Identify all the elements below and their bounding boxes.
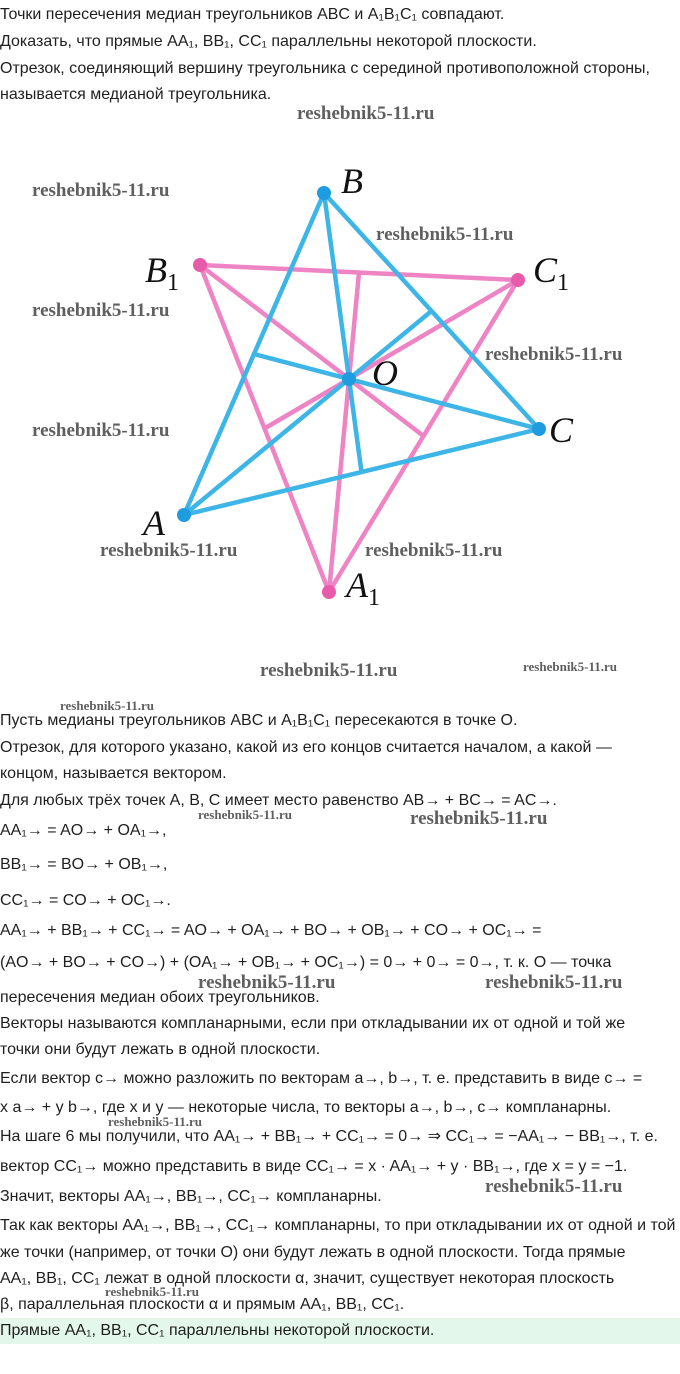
problem-goal: Доказать, что прямые AA₁, BB₁, CC₁ параллельны некоторой плоскости. — [0, 33, 537, 50]
proof-line: вектор CC₁→ можно представить в виде CC₁→ = x · AA₁→ + y · BB₁→, где x = y = −1. — [0, 1158, 628, 1175]
watermark: reshebnik5-11.ru — [523, 659, 618, 674]
label-c1: $C_1$ — [533, 250, 570, 296]
proof-line: Так как векторы AA₁→, BB₁→, CC₁→ компланарны, то при откладывании их от одной и той — [0, 1217, 676, 1234]
label-a1: $A_1$ — [346, 565, 380, 611]
label-o: O — [372, 353, 398, 393]
proof-line: AA₁, BB₁, CC₁ лежат в одной плоскости α, значит, существует некоторая плоскость — [0, 1270, 615, 1287]
proof-line: Для любых трёх точек A, B, C имеет место равенство AB→ + BC→ = AC→. — [0, 792, 557, 809]
proof-line: На шаге 6 мы получили, что AA₁→ + BB₁→ + CC₁→ = 0→ ⇒ CC₁→ = −AA₁→ − BB₁→, т. е. — [0, 1128, 658, 1145]
watermark: reshebnik5-11.ru — [32, 300, 170, 321]
proof-line: Отрезок, для которого указано, какой из его концов считается началом, а какой — — [0, 739, 612, 756]
watermark: reshebnik5-11.ru — [485, 1176, 623, 1197]
label-a: A — [143, 503, 165, 543]
proof-line: β, параллельная плоскости α и прямым AA₁, BB₁, CC₁. — [0, 1296, 405, 1313]
point-a — [177, 508, 191, 522]
point-o — [342, 372, 356, 386]
point-b — [317, 186, 331, 200]
label-c: C — [549, 410, 574, 450]
proof-line: пересечения медиан обоих треугольников. — [0, 989, 320, 1006]
watermark: reshebnik5-11.ru — [410, 808, 548, 829]
watermark: reshebnik5-11.ru — [100, 540, 238, 561]
proof-line: же точки (например, от точки O) они будут лежать в одной плоскости. Тогда прямые — [0, 1244, 626, 1261]
conclusion: Прямые AA₁, BB₁, CC₁ параллельны некоторой плоскости. — [0, 1318, 680, 1344]
watermark: reshebnik5-11.ru — [108, 1114, 203, 1129]
proof-line: x a→ + y b→, где x и y — некоторые числа, то векторы a→, b→, c→ компланарны. — [0, 1099, 612, 1116]
proof-line: AA₁→ = AO→ + OA₁→, — [0, 822, 167, 839]
proof-line: AA₁→ + BB₁→ + CC₁→ = AO→ + OA₁→ + BO→ + OB₁→ + CO→ + OC₁→ = — [0, 922, 542, 939]
watermark: reshebnik5-11.ru — [32, 420, 170, 441]
watermark: reshebnik5-11.ru — [297, 103, 435, 124]
watermark: reshebnik5-11.ru — [198, 972, 336, 993]
watermark: reshebnik5-11.ru — [32, 180, 170, 201]
watermark: reshebnik5-11.ru — [485, 972, 623, 993]
point-a1 — [322, 585, 336, 599]
proof-line: Если вектор c→ можно разложить по векторам a→, b→, т. е. представить в виде c→ = — [0, 1070, 643, 1087]
watermark: reshebnik5-11.ru — [198, 807, 293, 822]
proof-line: точки они будут лежать в одной плоскости. — [0, 1041, 321, 1058]
proof-line: (AO→ + BO→ + CO→) + (OA₁→ + OB₁→ + OC₁→) = 0→ + 0→ = 0→, т. к. O — точка — [0, 954, 612, 971]
proof-line: Векторы называются компланарными, если при откладывании их от одной и той же — [0, 1015, 626, 1032]
point-b1 — [193, 258, 207, 272]
watermark: reshebnik5-11.ru — [60, 698, 155, 713]
watermark: reshebnik5-11.ru — [105, 1284, 200, 1299]
label-b1: $B_1$ — [145, 250, 179, 296]
median-definition: Отрезок, соединяющий вершину треугольника с серединой противоположной стороны, — [0, 60, 650, 77]
point-c — [532, 422, 546, 436]
proof-line: CC₁→ = CO→ + OC₁→. — [0, 892, 171, 909]
proof-line: концом, называется вектором. — [0, 765, 227, 782]
point-c1 — [511, 273, 525, 287]
watermark: reshebnik5-11.ru — [260, 660, 398, 681]
proof-line: Пусть медианы треугольников ABC и A₁B₁C₁ пересекаются в точке O. — [0, 712, 518, 729]
label-b: B — [341, 161, 363, 201]
proof-line: Значит, векторы AA₁→, BB₁→, CC₁→ компланарны. — [0, 1188, 382, 1205]
proof-line: BB₁→ = BO→ + OB₁→, — [0, 856, 168, 873]
watermark: reshebnik5-11.ru — [376, 224, 514, 245]
problem-statement: Точки пересечения медиан треугольников ABC и A₁B₁C₁ совпадают. — [0, 6, 505, 23]
watermark: reshebnik5-11.ru — [485, 344, 623, 365]
median-definition-cont: называется медианой треугольника. — [0, 86, 272, 103]
watermark: reshebnik5-11.ru — [365, 540, 503, 561]
